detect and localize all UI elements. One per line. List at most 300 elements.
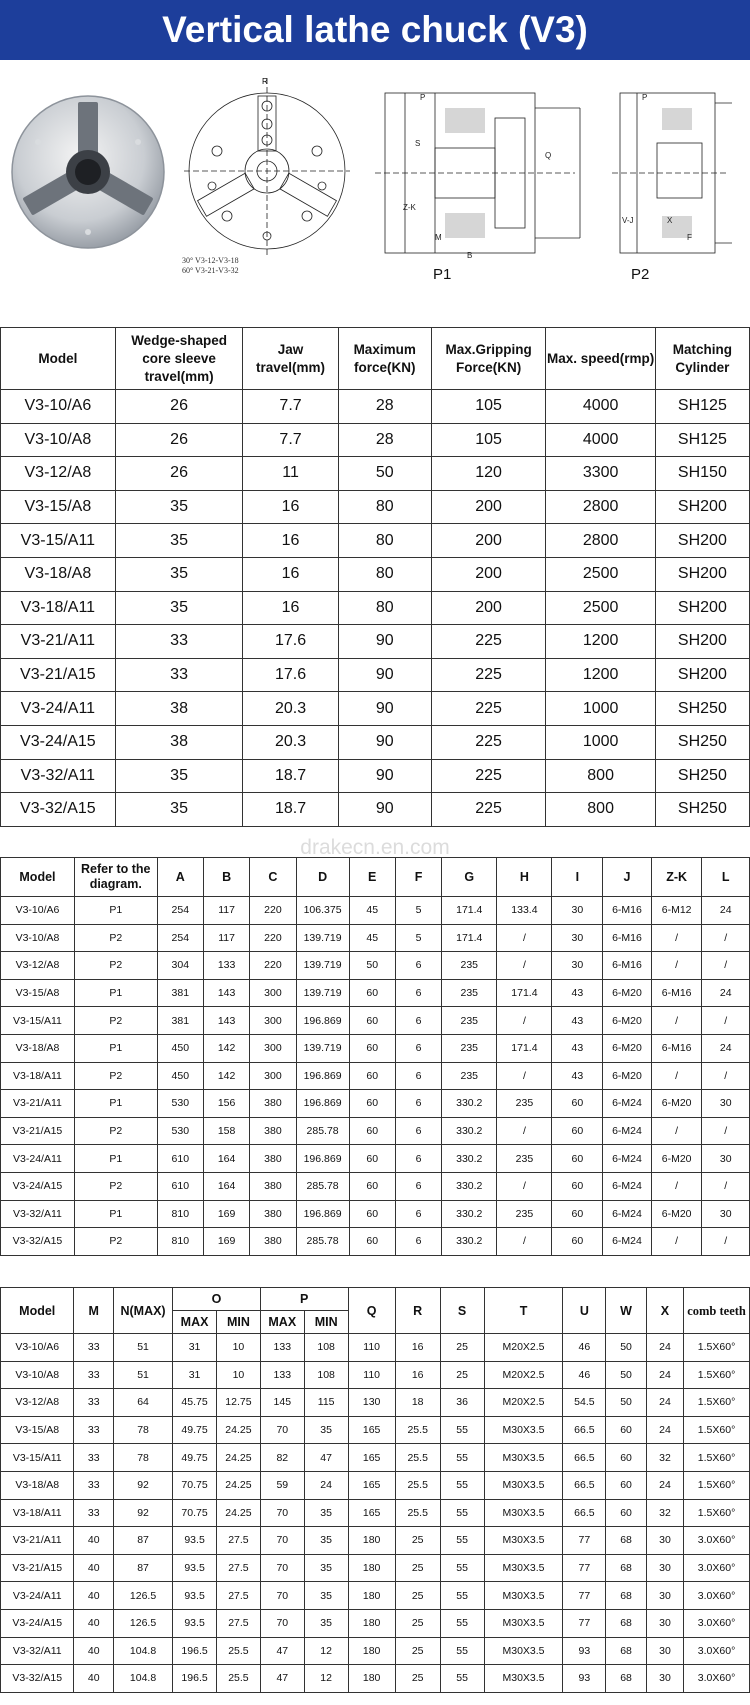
dimensions-table-1-row-cell: 6-M12 (651, 897, 702, 925)
dimensions-table-1-row-cell: 30 (552, 924, 603, 952)
dimensions-table-1-row-cell: 142 (203, 1062, 249, 1090)
dimensions-table-1-row-cell: / (497, 1172, 552, 1200)
dimensions-table-1-row (1, 1007, 750, 1035)
specs-table-row-cell: V3-18/A8 (1, 557, 116, 591)
section-drawing-p2 (612, 88, 737, 263)
col-m: M (74, 1288, 113, 1334)
dimensions-table-1-row-cell: 380 (250, 1228, 296, 1256)
dimensions-table-2-row-cell: 25 (395, 1665, 440, 1693)
dimensions-table-1-row-cell: 6-M20 (603, 1034, 652, 1062)
dimensions-table-1-row-cell: V3-18/A11 (1, 1062, 75, 1090)
dimensions-table-2-row-cell: 12 (304, 1637, 348, 1665)
dimensions-table-1-col-header: F (395, 858, 441, 897)
dimensions-table-2-row-cell: 16 (395, 1334, 440, 1362)
specs-table-row-cell: 26 (115, 390, 243, 424)
specs-table-row (1, 793, 750, 827)
dimensions-table-1-row-cell: / (651, 1062, 702, 1090)
dimensions-table-2-row-cell: 60 (606, 1471, 647, 1499)
dimensions-table-2-row-cell: 196.5 (173, 1665, 217, 1693)
dimensions-table-2-row-cell: 12.75 (217, 1389, 261, 1417)
dimensions-table-2-row-cell: 55 (440, 1637, 484, 1665)
dimensions-table-1-row-cell: / (497, 1007, 552, 1035)
dimensions-table-2-row-cell: 165 (348, 1444, 395, 1472)
dimensions-table-1-row-cell: / (651, 1228, 702, 1256)
dimensions-table-1-row-cell: 171.4 (442, 924, 497, 952)
col-t: T (484, 1288, 563, 1334)
dimensions-table-2-row-cell: 36 (440, 1389, 484, 1417)
col-p: P (260, 1288, 348, 1311)
dimensions-table-1-row-cell: 164 (203, 1172, 249, 1200)
dimensions-table-1-col-header: D (296, 858, 349, 897)
dimensions-table-1-row-cell: 43 (552, 1062, 603, 1090)
dimensions-table-2-row-cell: 180 (348, 1609, 395, 1637)
dimensions-table-1-row-cell: 450 (157, 1034, 203, 1062)
dimensions-table-2-row-cell: 55 (440, 1499, 484, 1527)
dimensions-table-2-row-cell: 68 (606, 1637, 647, 1665)
specs-table-row-cell: 90 (338, 658, 431, 692)
dimensions-table-2-row-cell: 60 (606, 1499, 647, 1527)
dimensions-table-1-row-cell: 6-M20 (603, 1007, 652, 1035)
dimensions-table-2-row-cell: 180 (348, 1527, 395, 1555)
specs-table-row-cell: 225 (431, 658, 546, 692)
dimensions-table-2-row-cell: 31 (173, 1334, 217, 1362)
dimensions-table-2-row-cell: 30 (646, 1527, 683, 1555)
specs-table-row (1, 423, 750, 457)
dimensions-table-1-row-cell: 60 (349, 1117, 395, 1145)
dimensions-table-1-row-cell: / (702, 1007, 750, 1035)
specs-table-row (1, 557, 750, 591)
dimensions-table-2-row-cell: 82 (260, 1444, 304, 1472)
dimensions-table-1-row (1, 924, 750, 952)
dimensions-table-1-row-cell: 6-M16 (603, 952, 652, 980)
dimensions-table-1-row-cell: 380 (250, 1145, 296, 1173)
specs-table-row-cell: SH200 (655, 591, 749, 625)
specs-table-row-cell: 35 (115, 557, 243, 591)
specs-table-row-cell: V3-24/A15 (1, 725, 116, 759)
dimensions-table-1-row-cell: / (497, 1117, 552, 1145)
dimensions-table-1-row-cell: 530 (157, 1117, 203, 1145)
dimensions-table-1-row-cell: 60 (349, 979, 395, 1007)
dimensions-table-2-row-cell: 33 (74, 1334, 113, 1362)
dimensions-table-2-row-cell: 3.0X60° (684, 1582, 750, 1610)
dimensions-table-2-row-cell: 77 (563, 1582, 606, 1610)
dimensions-table-2-row-cell: 45.75 (173, 1389, 217, 1417)
dimensions-table-1-row-cell: 381 (157, 1007, 203, 1035)
dimensions-table-1-col-header: H (497, 858, 552, 897)
col-s: S (440, 1288, 484, 1334)
dimensions-table-1-row-cell: / (702, 924, 750, 952)
dimensions-table-2-row-cell: V3-18/A8 (1, 1471, 74, 1499)
specs-table-row-cell: SH250 (655, 692, 749, 726)
dimensions-table-1-row-cell: P2 (74, 952, 157, 980)
dimensions-table-1-row-cell: 196.869 (296, 1007, 349, 1035)
dimensions-table-2-row (1, 1527, 750, 1555)
dimensions-table-1-row-cell: 6 (395, 1007, 441, 1035)
dimensions-table-1-row-cell: 60 (552, 1200, 603, 1228)
dimensions-table-1-row-cell: V3-32/A11 (1, 1200, 75, 1228)
dimensions-table-2-row-cell: 25.5 (217, 1637, 261, 1665)
dimensions-table-1-row-cell: 60 (349, 1200, 395, 1228)
dimensions-table-1-row-cell: 60 (552, 1145, 603, 1173)
dimensions-table-1-row-cell: 330.2 (442, 1090, 497, 1118)
specs-table-row-cell: 80 (338, 490, 431, 524)
dimensions-table-2-row-cell: 70 (260, 1499, 304, 1527)
specs-table-row (1, 759, 750, 793)
dimensions-table-2-row-cell: 31 (173, 1361, 217, 1389)
front-view-drawing (182, 76, 352, 275)
dimensions-table-2-row-cell: V3-12/A8 (1, 1389, 74, 1417)
p2-label-p: P (642, 93, 648, 102)
dimensions-table-2-row-cell: 25 (395, 1554, 440, 1582)
dimensions-table-1-row-cell: 158 (203, 1117, 249, 1145)
specs-table-row-cell: SH200 (655, 557, 749, 591)
col-w: W (606, 1288, 647, 1334)
dimensions-table-2-row-cell: 93 (563, 1665, 606, 1693)
col-model: Model (1, 328, 116, 390)
dimensions-table-2-row-cell: 145 (260, 1389, 304, 1417)
dimensions-table-2-row-cell: 10 (217, 1334, 261, 1362)
dimensions-table-1-row-cell: V3-10/A6 (1, 897, 75, 925)
dimensions-table-1-row-cell: 60 (349, 1172, 395, 1200)
dimensions-table-2-row-cell: 46 (563, 1334, 606, 1362)
specs-table-row-cell: 18.7 (243, 793, 338, 827)
dimensions-table-2-row (1, 1471, 750, 1499)
specs-table-row-cell: 35 (115, 524, 243, 558)
dimensions-table-2-row-cell: 92 (113, 1471, 172, 1499)
dimensions-table-1-row-cell: 235 (497, 1145, 552, 1173)
dimensions-table-2-row-cell: 47 (260, 1665, 304, 1693)
specs-table-row-cell: 90 (338, 759, 431, 793)
specs-table-row-cell: V3-24/A11 (1, 692, 116, 726)
dimensions-table-2-row-cell: 24.25 (217, 1416, 261, 1444)
dimensions-table-1-row-cell: 6-M24 (603, 1228, 652, 1256)
dimensions-table-2-row-cell: 25.5 (395, 1499, 440, 1527)
dimensions-table-1-row-cell: 6-M24 (603, 1090, 652, 1118)
dimensions-table-2-row-cell: 35 (304, 1554, 348, 1582)
dimensions-table-1-row-cell: 196.869 (296, 1090, 349, 1118)
dimensions-table-2-row-cell: 55 (440, 1416, 484, 1444)
dimensions-table-2-row-cell: 55 (440, 1609, 484, 1637)
dimensions-table-1-row-cell: 30 (702, 1145, 750, 1173)
specs-table-row-cell: 225 (431, 793, 546, 827)
dimensions-table-2-row-cell: 40 (74, 1609, 113, 1637)
dimensions-table-1-row-cell: 254 (157, 897, 203, 925)
dimensions-table-1-row-cell: 235 (442, 1062, 497, 1090)
dimensions-table-2-row-cell: 24.25 (217, 1444, 261, 1472)
dimensions-table-2-row-cell: 25 (395, 1582, 440, 1610)
dimensions-table-1-row-cell: 117 (203, 924, 249, 952)
specs-table-row-cell: 200 (431, 524, 546, 558)
specs-table-row-cell: SH125 (655, 390, 749, 424)
dimensions-table-1-row-cell: 6 (395, 1172, 441, 1200)
col-wedge-travel: Wedge-shaped core sleeve travel(mm) (115, 328, 243, 390)
dimensions-table-2-row-cell: 30 (646, 1637, 683, 1665)
dimensions-table-1-row-cell: 254 (157, 924, 203, 952)
dimensions-table-2-row-cell: 33 (74, 1416, 113, 1444)
dimensions-table-2-row-cell: 133 (260, 1334, 304, 1362)
dimensions-table-1-row-cell: 60 (552, 1172, 603, 1200)
dimensions-table-1-col-header: G (442, 858, 497, 897)
angle-note (182, 256, 239, 276)
dimensions-table-1-row-cell: 139.719 (296, 979, 349, 1007)
dimensions-table-2-row-cell: 40 (74, 1554, 113, 1582)
dimensions-table-1-row-cell: 235 (442, 952, 497, 980)
specs-table-row-cell: 16 (243, 490, 338, 524)
dimensions-table-2-row-cell: 87 (113, 1554, 172, 1582)
specs-table-row-cell: SH200 (655, 625, 749, 659)
dimensions-table-1-row-cell: 330.2 (442, 1172, 497, 1200)
dimensions-table-1-row (1, 1145, 750, 1173)
dimensions-table-1-row-cell: / (497, 952, 552, 980)
specs-table-row-cell: 17.6 (243, 625, 338, 659)
dimensions-table-2-row-cell: M30X3.5 (484, 1665, 563, 1693)
dimensions-table-2-row-cell: 68 (606, 1554, 647, 1582)
specs-table-row-cell: V3-15/A8 (1, 490, 116, 524)
dimensions-table-1-row-cell: / (651, 952, 702, 980)
dimensions-table-1-row-cell: 6-M24 (603, 1145, 652, 1173)
dimensions-table-2-row-cell: 115 (304, 1389, 348, 1417)
dimensions-table-1-row-cell: 330.2 (442, 1200, 497, 1228)
dimensions-table-2-row-cell: 50 (606, 1361, 647, 1389)
dimensions-table-2-row-cell: 1.5X60° (684, 1334, 750, 1362)
p2-label-vj: V-J (622, 216, 634, 225)
dimensions-table-2-row (1, 1361, 750, 1389)
dimensions-table-2-row-cell: 50 (606, 1334, 647, 1362)
specs-table-row (1, 658, 750, 692)
dimensions-table-2-row-cell: 1.5X60° (684, 1499, 750, 1527)
dimensions-table-1-row-cell: 5 (395, 897, 441, 925)
specs-table-row-cell: 1000 (546, 692, 655, 726)
dimensions-table-2-row-cell: 35 (304, 1582, 348, 1610)
specs-table-row-cell: V3-32/A15 (1, 793, 116, 827)
dimensions-table-2-row-cell: M30X3.5 (484, 1471, 563, 1499)
dimensions-table-1-row-cell: 169 (203, 1200, 249, 1228)
dimensions-table-1-row-cell: / (702, 1228, 750, 1256)
dimensions-table-1-row-cell: 6 (395, 1117, 441, 1145)
dimensions-table-2-row-cell: 180 (348, 1554, 395, 1582)
dimensions-table-1-row-cell: P2 (74, 924, 157, 952)
dimensions-table-1-row-cell: 143 (203, 979, 249, 1007)
dimensions-table-1-row-cell: 235 (497, 1200, 552, 1228)
dimensions-table-2-row-cell: 66.5 (563, 1471, 606, 1499)
dimensions-table-1-row-cell: 6-M24 (603, 1200, 652, 1228)
dimensions-table-1-row-cell: 169 (203, 1228, 249, 1256)
dimensions-table-1-row-cell: / (651, 1007, 702, 1035)
dimensions-table-1-row-cell: 235 (442, 979, 497, 1007)
specs-table-row-cell: SH250 (655, 793, 749, 827)
specs-table-row-cell: 16 (243, 524, 338, 558)
specs-table-row-cell: 35 (115, 793, 243, 827)
specs-table-row-cell: 800 (546, 793, 655, 827)
dimensions-table-1-row-cell: 330.2 (442, 1145, 497, 1173)
specs-table-row-cell: 26 (115, 457, 243, 491)
dimensions-table-2-row-cell: 87 (113, 1527, 172, 1555)
dimensions-table-2-row (1, 1499, 750, 1527)
dimensions-table-2-row-cell: 49.75 (173, 1416, 217, 1444)
dimensions-table-2-row (1, 1637, 750, 1665)
dimensions-table-1-row (1, 1062, 750, 1090)
dimensions-table-2-row-cell: 108 (304, 1334, 348, 1362)
specs-table-row-cell: 35 (115, 490, 243, 524)
col-p-min: MIN (304, 1311, 348, 1334)
dimensions-table-1-row-cell: 6-M20 (651, 1200, 702, 1228)
dimensions-table-1-row-cell: 810 (157, 1200, 203, 1228)
dimensions-table-1-row-cell: 300 (250, 979, 296, 1007)
dimensions-table-1-row-cell: 6-M24 (603, 1117, 652, 1145)
dimensions-table-1-row-cell: 6 (395, 1228, 441, 1256)
dimensions-table-2-row-cell: 24 (646, 1471, 683, 1499)
dimensions-table-1-row-cell: 285.78 (296, 1117, 349, 1145)
dimensions-table-2-row-cell: 3.0X60° (684, 1637, 750, 1665)
dimensions-table-2-row-cell: 1.5X60° (684, 1416, 750, 1444)
dimensions-table-1-row-cell: / (651, 924, 702, 952)
dimensions-table-2-row-cell: 66.5 (563, 1499, 606, 1527)
dimensions-table-1-row-cell: 530 (157, 1090, 203, 1118)
dimensions-table-2-row (1, 1389, 750, 1417)
dimensions-table-2-row-cell: 68 (606, 1609, 647, 1637)
dimensions-table-2-row-cell: 55 (440, 1444, 484, 1472)
dimensions-table-2-row-cell: 32 (646, 1499, 683, 1527)
dimensions-table-1-row-cell: 30 (702, 1090, 750, 1118)
dimensions-table-2-row-cell: 24 (646, 1416, 683, 1444)
dimensions-table-2-row-cell: 33 (74, 1389, 113, 1417)
dimensions-table-2-row-cell: 24.25 (217, 1499, 261, 1527)
dimensions-table-2-row-cell: M30X3.5 (484, 1444, 563, 1472)
dimensions-table-2-row (1, 1582, 750, 1610)
specs-table-row-cell: 90 (338, 692, 431, 726)
title-banner (0, 0, 750, 60)
specs-table-row-cell: 28 (338, 423, 431, 457)
dimensions-table-2-row-cell: 1.5X60° (684, 1444, 750, 1472)
dimensions-table-2-row-cell: 70 (260, 1527, 304, 1555)
specs-table-row-cell: 225 (431, 759, 546, 793)
dimensions-table-1-row-cell: 6-M16 (651, 979, 702, 1007)
dimensions-table-2-row-cell: 110 (348, 1334, 395, 1362)
specs-table-row-cell: 20.3 (243, 725, 338, 759)
specs-table-row-cell: 3300 (546, 457, 655, 491)
dimensions-table-1-row-cell: 304 (157, 952, 203, 980)
p1-label-s: S (415, 139, 421, 148)
specs-table-row-cell: 80 (338, 524, 431, 558)
specs-table-row-cell: 80 (338, 591, 431, 625)
dimensions-table-1-row-cell: 50 (349, 952, 395, 980)
specs-table-row-cell: 33 (115, 625, 243, 659)
dimensions-table-2-row-cell: 50 (606, 1389, 647, 1417)
dimensions-table-1-row-cell: 6 (395, 1145, 441, 1173)
dimensions-table-1-row-cell: 5 (395, 924, 441, 952)
dimensions-table-1-row-cell: 381 (157, 979, 203, 1007)
specs-table-row-cell: 17.6 (243, 658, 338, 692)
dimensions-table-2-row-cell: 40 (74, 1665, 113, 1693)
dimensions-table-1-row-cell: / (651, 1172, 702, 1200)
dimensions-table-1-row-cell: 380 (250, 1090, 296, 1118)
specs-table-row (1, 524, 750, 558)
dimensions-table-2-header-top (1, 1288, 750, 1311)
specs-table-row-cell: 18.7 (243, 759, 338, 793)
dimensions-table-1-row-cell: 285.78 (296, 1228, 349, 1256)
dimensions-table-1-row-cell: P1 (74, 1200, 157, 1228)
dimensions-table-2-row-cell: 64 (113, 1389, 172, 1417)
dimensions-table-1-row-cell: V3-32/A15 (1, 1228, 75, 1256)
dimensions-table-2-row-cell: 49.75 (173, 1444, 217, 1472)
dimensions-table-1-col-header: Refer to the diagram. (74, 858, 157, 897)
specs-table-row-cell: V3-21/A15 (1, 658, 116, 692)
specs-table-row-cell: 20.3 (243, 692, 338, 726)
dimensions-table-2-row-cell: 1.5X60° (684, 1389, 750, 1417)
col-r: R (395, 1288, 440, 1334)
specs-table-row-cell: 38 (115, 692, 243, 726)
dimensions-table-2-row-cell: 66.5 (563, 1416, 606, 1444)
dimensions-table-1-row-cell: 450 (157, 1062, 203, 1090)
specs-table-row-cell: 7.7 (243, 390, 338, 424)
dimensions-table-2-row-cell: 180 (348, 1582, 395, 1610)
specs-table-row-cell: 35 (115, 759, 243, 793)
col-max-force: Maximum force(KN) (338, 328, 431, 390)
dimensions-table-2-row-cell: 40 (74, 1527, 113, 1555)
dimensions-table-1-row-cell: P1 (74, 1034, 157, 1062)
specs-table-row (1, 490, 750, 524)
dimensions-table-1-row-cell: 196.869 (296, 1062, 349, 1090)
dimensions-table-2-row-cell: 77 (563, 1554, 606, 1582)
page-title: Vertical lathe chuck (V3) (162, 9, 588, 50)
p1-label-b: B (467, 251, 473, 260)
specs-table-row-cell: V3-15/A11 (1, 524, 116, 558)
caption-p2: P2 (631, 266, 650, 283)
dimensions-table-1-row-cell: 235 (497, 1090, 552, 1118)
col-p-max: MAX (260, 1311, 304, 1334)
dimensions-table-1-row-cell: / (702, 1172, 750, 1200)
dimensions-table-2-row-cell: 35 (304, 1416, 348, 1444)
dimensions-table-2-row-cell: 25 (440, 1334, 484, 1362)
dimensions-table-1-row-cell: 171.4 (497, 979, 552, 1007)
p1-label-q: Q (545, 151, 552, 160)
specs-table-row-cell: SH250 (655, 759, 749, 793)
dimensions-table-2-row-cell: 24.25 (217, 1471, 261, 1499)
dimensions-table-1-row-cell: V3-15/A11 (1, 1007, 75, 1035)
dimensions-table-1-row-cell: 45 (349, 897, 395, 925)
specs-table-row-cell: V3-18/A11 (1, 591, 116, 625)
dimensions-table-1-row-cell: 6 (395, 1090, 441, 1118)
dimensions-table-2-row-cell: 47 (260, 1637, 304, 1665)
specs-table-row-cell: V3-10/A8 (1, 423, 116, 457)
dimensions-table-2-row-cell: 93.5 (173, 1582, 217, 1610)
dimensions-table-1-row-cell: V3-21/A15 (1, 1117, 75, 1145)
dimensions-table-2-row-cell: 33 (74, 1444, 113, 1472)
dimensions-table-2-row-cell: 126.5 (113, 1609, 172, 1637)
col-u: U (563, 1288, 606, 1334)
dimensions-table-1-row-cell: V3-18/A8 (1, 1034, 75, 1062)
dimensions-table-1-row-cell: 139.719 (296, 1034, 349, 1062)
specs-table-row-cell: 7.7 (243, 423, 338, 457)
dimensions-table-1-col-header: C (250, 858, 296, 897)
dimensions-table-1-row (1, 1200, 750, 1228)
dimensions-table-1-row-cell: 610 (157, 1145, 203, 1173)
dimensions-table-1-row-cell: 43 (552, 979, 603, 1007)
specs-table-row-cell: 11 (243, 457, 338, 491)
dimensions-table-1-col-header: I (552, 858, 603, 897)
dimensions-table-1-row-cell: P2 (74, 1117, 157, 1145)
dimensions-table-2-row-cell: 51 (113, 1334, 172, 1362)
dimensions-table-1-row-cell: P2 (74, 1062, 157, 1090)
dimensions-table-2-row-cell: 104.8 (113, 1637, 172, 1665)
dimensions-table-1-row-cell: 6-M20 (651, 1145, 702, 1173)
col-q: Q (348, 1288, 395, 1334)
dimensions-table-2-row-cell: 165 (348, 1499, 395, 1527)
dimensions-table-1-row-cell: 164 (203, 1145, 249, 1173)
specs-table-row-cell: 90 (338, 793, 431, 827)
dimensions-table-1-row-cell: 106.375 (296, 897, 349, 925)
dimensions-table-2-row-cell: 3.0X60° (684, 1665, 750, 1693)
